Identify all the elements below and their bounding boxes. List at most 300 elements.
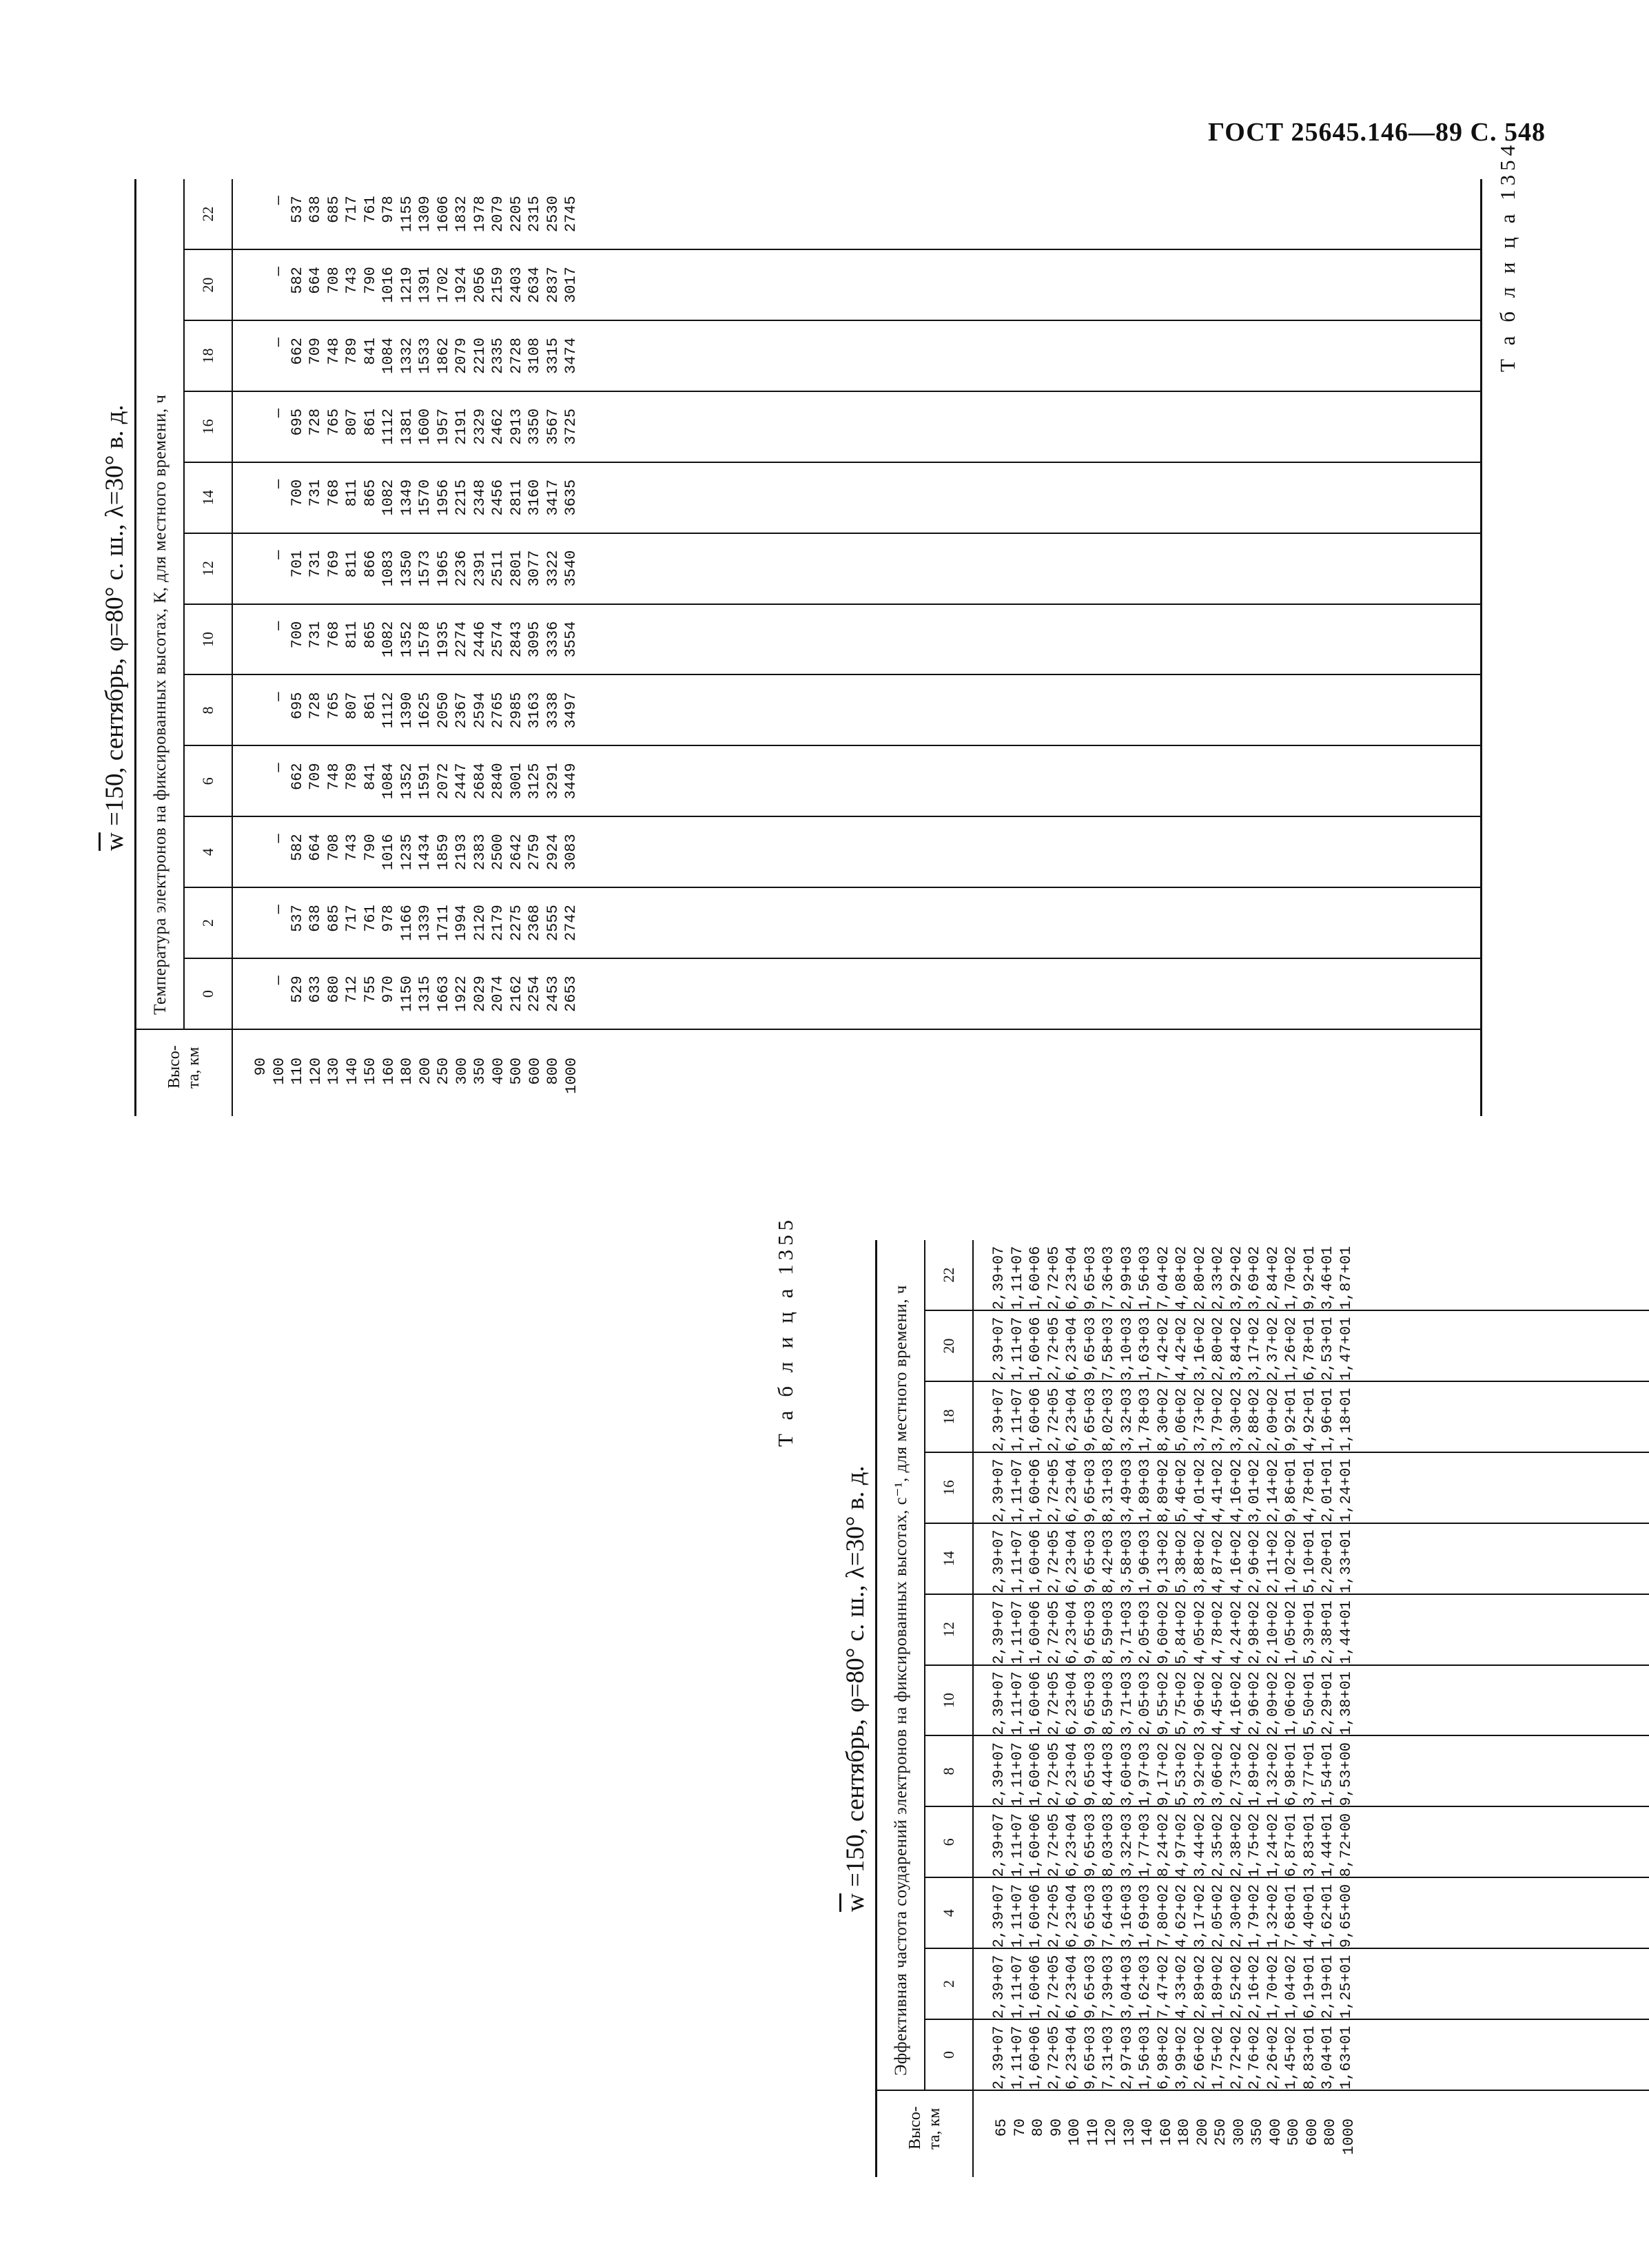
value-cell: 1965 [434,550,452,587]
value-cell: 2315 [526,196,543,233]
value-cell: 4,16+02 [1227,1458,1245,1523]
value-cell: 790 [361,267,379,294]
value-cell: 9,65+03 [1081,1317,1099,1381]
value-cell: 743 [343,267,360,294]
value-cell: 1,78+03 [1136,1388,1154,1452]
value-cell: 4,45+02 [1209,1671,1227,1735]
value-column [974,1595,1649,1666]
value-cell: 3,84+02 [1227,1317,1245,1381]
time-header: 6 [185,746,232,817]
value-cell: 8,24+02 [1154,1813,1172,1877]
value-cell: 769 [325,550,342,578]
value-cell: 1082 [380,621,397,658]
value-cell: 1112 [380,692,397,729]
value-column [974,1240,1649,1311]
value-cell: 2179 [489,905,506,942]
value-cell: 807 [343,692,360,720]
value-cell: 1,60+06 [1027,1671,1044,1735]
value-column [974,2020,1649,2091]
value-cell: 1,33+01 [1337,1529,1355,1594]
time-header: 16 [925,1453,972,1524]
value-cell: 9,53+00 [1337,1742,1355,1806]
value-cell: 1,79+02 [1246,1884,1263,1948]
value-cell: 4,87+02 [1209,1529,1227,1594]
value-cell: 9,65+03 [1081,1388,1099,1452]
height-cell: 120 [307,1058,325,1085]
value-cell: 3,96+02 [1191,1671,1209,1735]
value-cell: 2765 [489,692,506,729]
value-cell: 3,49+03 [1118,1458,1136,1523]
value-cell: 9,65+03 [1081,1458,1099,1523]
value-cell: 2,16+02 [1246,1955,1263,2019]
value-cell: 3,04+03 [1118,1955,1136,2019]
value-cell: 2,09+02 [1264,1388,1282,1452]
value-cell: 1,05+02 [1282,1600,1300,1664]
time-header: 12 [925,1595,972,1666]
value-cell: 2801 [507,550,525,587]
page-header: ГОСТ 25645.146—89 С. 548 [1208,118,1546,147]
height-cell: 350 [1249,2118,1266,2146]
table-number: Т а б л и ц а 1355 [773,1215,797,1447]
table-caption: Температура электронов на фиксированных высотах, К, для местного времени, ч [136,179,185,1030]
height-cell: 350 [471,1058,489,1085]
value-column [233,676,1480,747]
value-cell: 748 [325,763,342,791]
value-cell: 1349 [398,479,416,516]
value-cell: 3,58+03 [1118,1529,1136,1594]
value-cell: 1,06+02 [1282,1671,1300,1735]
time-header: 8 [925,1737,972,1808]
value-cell: 9,17+02 [1154,1742,1172,1806]
time-header: 4 [925,1878,972,1949]
value-cell: 1,18+01 [1337,1388,1355,1452]
value-cell: 3095 [526,621,543,658]
value-cell: 2050 [434,692,452,729]
value-cell: 1702 [434,267,452,303]
value-cell: 2079 [489,196,506,233]
value-cell: 2,72+05 [1045,1529,1063,1594]
value-cell: 1381 [398,408,416,445]
value-cell: 3291 [544,763,562,800]
value-cell: 2742 [562,905,580,942]
value-cell: 3125 [526,763,543,800]
value-cell: 1,11+07 [1008,1600,1026,1664]
value-cell: 664 [307,267,324,294]
table-title [841,1465,870,1912]
value-cell: 2530 [544,196,562,233]
value-cell: 2,72+05 [1045,1813,1063,1877]
value-cell: — [270,905,287,914]
value-cell: 2,39+07 [990,1955,1007,2019]
value-cell: 866 [361,550,379,578]
height-cell: 800 [1322,2118,1339,2146]
height-cell: 500 [508,1058,525,1085]
value-cell: 2335 [489,338,506,374]
time-header: 14 [925,1524,972,1595]
value-cell: 2745 [562,196,580,233]
height-cell: 400 [1267,2118,1284,2146]
value-cell: 3497 [562,692,580,729]
value-cell: 1994 [453,905,470,942]
value-cell: 2,35+02 [1209,1813,1227,1877]
title-w: $\overline{w}$ [841,1893,870,1912]
value-cell: 7,04+02 [1154,1246,1172,1310]
value-cell: 6,23+04 [1063,1884,1080,1948]
value-cell: 1,24+02 [1264,1813,1282,1877]
value-cell: 1,63+03 [1136,1317,1154,1381]
value-cell: 1862 [434,338,452,374]
value-cell: 1082 [380,479,397,516]
value-cell: 2,39+07 [990,1813,1007,1877]
value-cell: 2,99+03 [1118,1246,1136,1310]
time-header: 22 [925,1240,972,1311]
value-cell: 1573 [416,550,433,587]
height-cell: 65 [993,2118,1010,2137]
table-grid [875,1240,1649,2177]
height-cell: 120 [1103,2118,1120,2146]
value-cell: 2,05+02 [1209,1884,1227,1948]
value-cell: — [270,408,287,418]
value-cell: 1924 [453,267,470,303]
value-cell: 2,80+02 [1209,1317,1227,1381]
value-cell: 2462 [489,408,506,445]
value-cell: 6,23+04 [1063,1458,1080,1523]
value-cell: 1935 [434,621,452,658]
value-cell: 8,03+03 [1100,1813,1117,1877]
time-header: 16 [185,392,232,463]
value-cell: 9,65+03 [1081,1955,1099,2019]
value-cell: 1166 [398,905,416,942]
value-cell: 1578 [416,621,433,658]
value-cell: 2,39+07 [990,2025,1007,2090]
height-cell: 140 [343,1058,361,1085]
value-cell: 2368 [526,905,543,942]
value-cell: 685 [325,905,342,932]
value-cell: 582 [288,834,306,861]
value-cell: 1,60+06 [1027,2025,1044,2090]
value-cell: 3449 [562,763,580,800]
value-cell: 3,79+02 [1209,1388,1227,1452]
value-cell: 1155 [398,196,416,233]
value-cell: 6,23+04 [1063,1246,1080,1310]
value-cell: 3001 [507,763,525,800]
value-cell: 2837 [544,267,562,303]
value-column [233,392,1480,463]
value-cell: 700 [288,479,306,507]
value-cell: 970 [380,976,397,1003]
value-cell: 2348 [471,479,489,516]
value-cell: 2,20+01 [1319,1529,1336,1594]
value-cell: 3,46+01 [1319,1246,1336,1310]
value-cell: 1,60+06 [1027,1600,1044,1664]
value-cell: — [270,196,287,205]
value-cell: 2,96+02 [1246,1529,1263,1594]
value-cell: 1591 [416,763,433,800]
value-cell: 790 [361,834,379,861]
value-cell: 717 [343,196,360,223]
value-cell: 9,65+03 [1081,1529,1099,1594]
value-cell: 1,11+07 [1008,1671,1026,1735]
value-cell: — [270,763,287,772]
value-cell: 2275 [507,905,525,942]
value-cell: — [270,834,287,843]
value-cell: 1339 [416,905,433,942]
value-cell: 2056 [471,267,489,303]
value-cell: 4,16+02 [1227,1529,1245,1594]
value-cell: 2,26+02 [1264,2025,1282,2090]
value-cell: 1016 [380,267,397,303]
value-cell: 633 [307,976,324,1003]
value-cell: 2,72+05 [1045,1317,1063,1381]
table-number: Т а б л и ц а 1354 [1495,141,1519,372]
value-cell: 6,23+04 [1063,1388,1080,1452]
value-cell: 1956 [434,479,452,516]
value-cell: 3315 [544,338,562,374]
value-cell: 638 [307,905,324,932]
time-header: 0 [185,959,232,1030]
value-cell: 2,84+02 [1264,1246,1282,1310]
value-cell: 1,45+02 [1282,2025,1300,2090]
value-cell: 2,72+05 [1045,1600,1063,1664]
value-cell: 5,06+02 [1173,1388,1190,1452]
value-cell: 3,17+02 [1191,1884,1209,1948]
value-cell: 1083 [380,550,397,587]
value-cell: 1,70+02 [1282,1246,1300,1310]
value-cell: 6,23+04 [1063,1813,1080,1877]
value-cell: 2,39+07 [990,1600,1007,1664]
value-cell: 768 [325,479,342,507]
value-cell: 9,65+03 [1081,1884,1099,1948]
value-cell: 4,92+01 [1300,1388,1318,1452]
value-cell: 1,75+02 [1209,2025,1227,2090]
value-cell: 3017 [562,267,580,303]
value-cell: 7,42+02 [1154,1317,1172,1381]
height-cell: 800 [544,1058,562,1085]
value-cell: 1663 [434,976,452,1012]
value-cell: 8,59+03 [1100,1600,1117,1664]
value-cell: 1352 [398,763,416,800]
value-cell: 2456 [489,479,506,516]
time-header: 10 [925,1666,972,1737]
value-cell: 1,56+03 [1136,2025,1154,2090]
value-cell: 2,09+02 [1264,1671,1282,1735]
value-cell: 537 [288,196,306,223]
value-cell: 789 [343,763,360,791]
value-cell: 5,39+01 [1300,1600,1318,1664]
height-cell: 110 [289,1058,306,1085]
table-caption: Эффективная частота соударений электронов на фиксированных высотах, с⁻¹, для местного времени, ч [877,1240,925,2091]
value-column [233,746,1480,817]
value-cell: 662 [288,763,306,791]
value-cell: 3,92+02 [1191,1742,1209,1806]
value-cell: 4,40+01 [1300,1884,1318,1948]
value-cell: 2,29+01 [1319,1671,1336,1735]
value-cell: 9,86+01 [1282,1458,1300,1523]
value-cell: 1,62+01 [1319,1884,1336,1948]
value-cell: 2205 [507,196,525,233]
value-cell: 7,36+03 [1100,1246,1117,1310]
value-cell: 6,98+02 [1154,2025,1172,2090]
value-cell: 731 [307,550,324,578]
value-column [974,1878,1649,1949]
value-cell: 2574 [489,621,506,658]
height-cell: 180 [1176,2118,1193,2146]
value-cell: 3417 [544,479,562,516]
value-cell: 638 [307,196,324,223]
value-cell: 2,38+01 [1319,1600,1336,1664]
value-cell: 2,72+05 [1045,2025,1063,2090]
value-cell: 1309 [416,196,433,233]
value-cell: 6,78+01 [1300,1317,1318,1381]
value-cell: 1,04+02 [1282,1955,1300,2019]
value-cell: 685 [325,196,342,223]
value-cell: 8,42+03 [1100,1529,1117,1594]
height-cell: 80 [1030,2118,1047,2137]
value-cell: 3540 [562,550,580,587]
value-cell: 4,42+02 [1173,1317,1190,1381]
value-cell: 2,72+05 [1045,1955,1063,2019]
time-header: 2 [925,1949,972,2020]
value-cell: 3322 [544,550,562,587]
value-cell: 1,60+06 [1027,1955,1044,2019]
value-cell: 7,80+02 [1154,1884,1172,1948]
value-cell: 1315 [416,976,433,1012]
value-cell: 2391 [471,550,489,587]
value-cell: 9,65+03 [1081,2025,1099,2090]
value-cell: 3163 [526,692,543,729]
height-cell: 130 [1120,2118,1138,2146]
value-cell: 1,60+06 [1027,1317,1044,1381]
value-cell: 2072 [434,763,452,800]
value-cell: 2,72+05 [1045,1742,1063,1806]
value-cell: — [270,479,287,489]
value-cell: 3725 [562,408,580,445]
value-cell: 1,89+03 [1136,1458,1154,1523]
value-cell: 978 [380,196,397,223]
value-cell: 1533 [416,338,433,374]
value-cell: 731 [307,479,324,507]
value-cell: 2159 [489,267,506,303]
value-cell: 1,44+01 [1319,1813,1336,1877]
value-column [233,534,1480,605]
value-cell: 8,31+03 [1100,1458,1117,1523]
value-cell: 2924 [544,834,562,871]
value-cell: 1,11+07 [1008,1458,1026,1523]
value-cell: 1922 [453,976,470,1012]
value-cell: 743 [343,834,360,861]
value-cell: 712 [343,976,360,1003]
value-column [233,321,1480,392]
value-cell: 709 [307,763,324,791]
value-cell: 3338 [544,692,562,729]
height-cell: 200 [416,1058,434,1085]
value-cell: 8,83+01 [1300,2025,1318,2090]
value-cell: 5,46+02 [1173,1458,1190,1523]
value-cell: 7,47+02 [1154,1955,1172,2019]
value-cell: 755 [361,976,379,1003]
value-cell: 1,62+03 [1136,1955,1154,2019]
value-cell: 1016 [380,834,397,871]
value-cell: 9,65+03 [1081,1742,1099,1806]
height-column [974,2091,1649,2177]
value-cell: 1,75+02 [1246,1813,1263,1877]
value-cell: 3350 [526,408,543,445]
value-cell: 3,71+03 [1118,1671,1136,1735]
table-1354 [101,141,1519,1116]
value-cell: 2728 [507,338,525,374]
value-cell: 5,75+02 [1173,1671,1190,1735]
value-cell: 2,52+02 [1227,1955,1245,2019]
value-cell: 3,01+02 [1246,1458,1263,1523]
value-cell: 1219 [398,267,416,303]
time-header: 4 [185,817,232,888]
value-cell: 6,23+04 [1063,1600,1080,1664]
value-column [233,605,1480,676]
value-cell: 1957 [434,408,452,445]
value-cell: 2383 [471,834,489,871]
value-cell: 2403 [507,267,525,303]
value-cell: 731 [307,621,324,649]
value-cell: 701 [288,550,306,578]
value-cell: 728 [307,408,324,436]
value-cell: 1606 [434,196,452,233]
value-cell: 6,23+04 [1063,1671,1080,1735]
value-cell: 761 [361,905,379,932]
value-cell: 1,11+07 [1008,1884,1026,1948]
value-cell: 2074 [489,976,506,1012]
value-cell: 717 [343,905,360,932]
value-cell: 1352 [398,621,416,658]
value-cell: 2162 [507,976,525,1012]
height-cell: 160 [380,1058,398,1085]
value-cell: 2,39+07 [990,1742,1007,1806]
value-cell: 861 [361,692,379,720]
value-cell: 4,01+02 [1191,1458,1209,1523]
value-cell: 9,13+02 [1154,1529,1172,1594]
value-cell: 708 [325,267,342,294]
value-cell: 2,73+02 [1227,1742,1245,1806]
value-cell: 4,16+02 [1227,1671,1245,1735]
value-cell: 3,69+02 [1246,1246,1263,1310]
value-cell: 1,25+01 [1337,1955,1355,2019]
value-column [974,1382,1649,1453]
value-cell: 1570 [416,479,433,516]
value-cell: 1112 [380,408,397,445]
value-column [233,463,1480,534]
value-cell: 2447 [453,763,470,800]
height-cell: 90 [252,1058,269,1076]
value-cell: 2,66+02 [1191,2025,1209,2090]
value-cell: 2215 [453,479,470,516]
value-cell: 2653 [562,976,580,1012]
value-column [233,817,1480,888]
value-cell: 708 [325,834,342,861]
value-cell: 2,80+02 [1191,1246,1209,1310]
time-header: 14 [185,463,232,534]
value-cell: 2913 [507,408,525,445]
value-cell: 2,01+01 [1319,1458,1336,1523]
value-cell: 1,11+07 [1008,2025,1026,2090]
value-cell: 1,60+06 [1027,1742,1044,1806]
value-cell: 4,78+02 [1209,1600,1227,1664]
value-cell: 1150 [398,976,416,1012]
value-cell: 3,04+01 [1319,2025,1336,2090]
time-header: 20 [925,1311,972,1382]
value-cell: 8,44+03 [1100,1742,1117,1806]
time-header: 18 [185,321,232,392]
time-header: 12 [185,534,232,605]
time-header: 10 [185,605,232,676]
